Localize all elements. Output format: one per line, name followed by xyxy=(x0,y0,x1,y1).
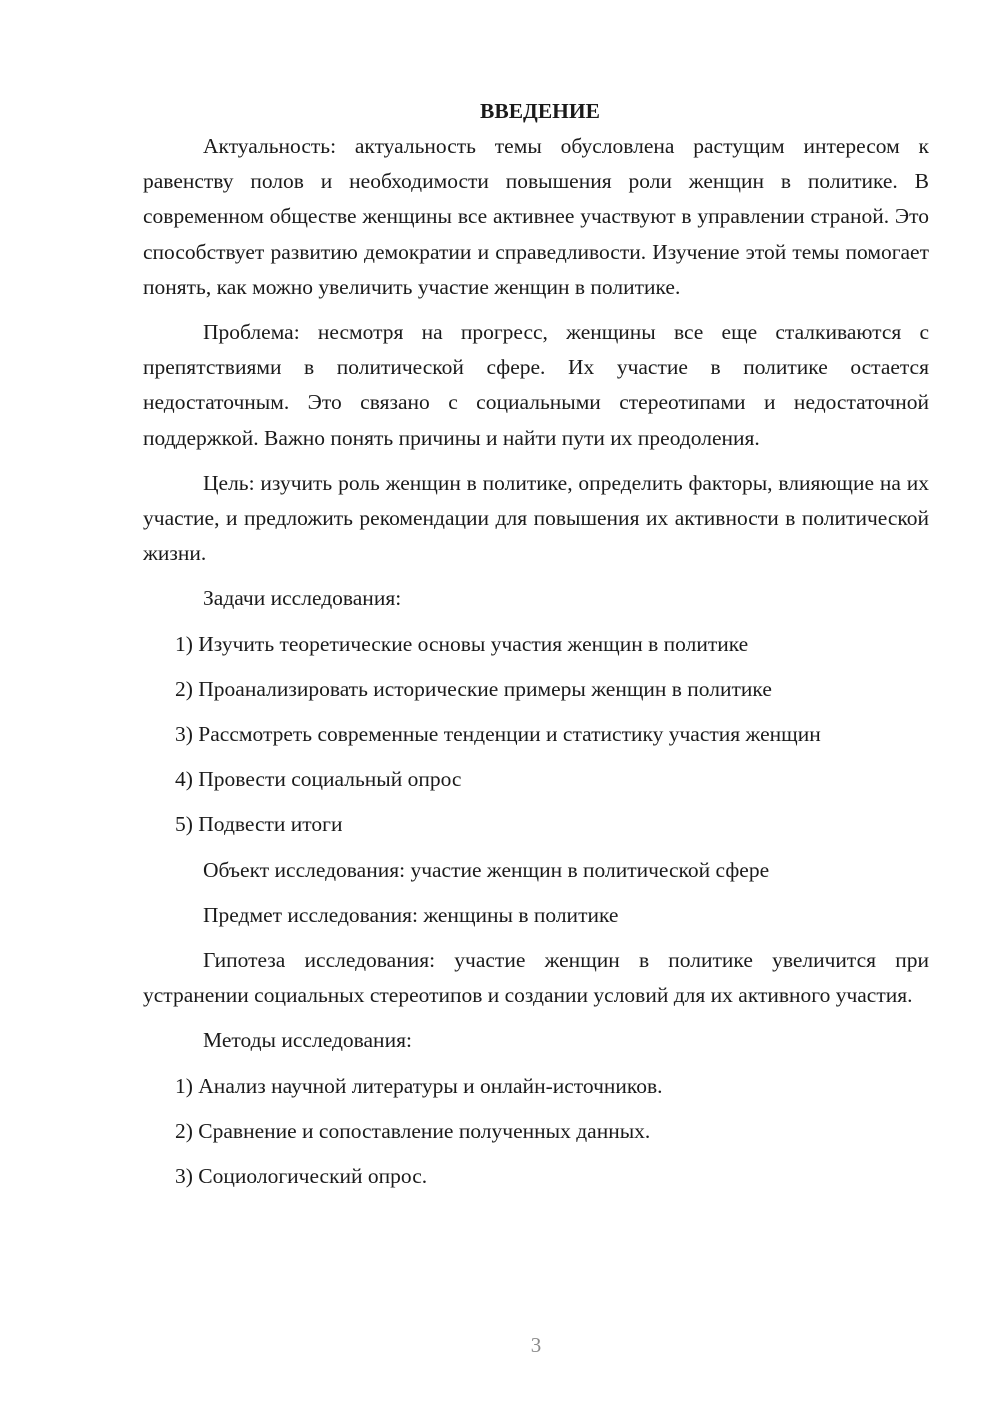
tasks-list xyxy=(143,627,929,843)
section-heading: ВВЕДЕНИЕ xyxy=(480,99,600,123)
task-item: 5) Подвести итоги xyxy=(175,812,343,837)
goal-paragraph: Цель: изучить роль женщин в политике, определить факторы, влияющие на их участие, и предложить рекомендации для повышения их активности в политической жизни. xyxy=(143,470,929,566)
problem-paragraph: Проблема: несмотря на прогресс, женщины все еще сталкиваются с препятствиями в политической сфере. Их участие в политике остается недостаточным. Это связано с социальными стереотипами и недостаточной поддержкой. Важно понять причины и найти пути их преодоления. xyxy=(143,320,929,450)
task-item: 3) Рассмотреть современные тенденции и статистику участия женщин xyxy=(175,722,821,747)
method-item: 3) Социологический опрос. xyxy=(175,1164,428,1189)
task-item: 2) Проанализировать исторические примеры женщин в политике xyxy=(175,676,772,701)
research-subject: Предмет исследования: женщины в политике xyxy=(203,902,619,927)
method-item: 2) Сравнение и сопоставление полученных данных. xyxy=(175,1118,651,1143)
method-item: 1) Анализ научной литературы и онлайн-источников. xyxy=(175,1073,663,1098)
page-number: 3 xyxy=(530,1333,542,1357)
methods-list xyxy=(143,1069,929,1195)
research-object: Объект исследования: участие женщин в политической сфере xyxy=(203,857,770,882)
page-content xyxy=(143,94,929,1194)
methods-title: Методы исследования: xyxy=(203,1028,412,1053)
task-item: 1) Изучить теоретические основы участия женщин в политике xyxy=(175,631,749,656)
tasks-title: Задачи исследования: xyxy=(203,586,402,611)
relevance-paragraph: Актуальность: актуальность темы обусловлена растущим интересом к равенству полов и необходимости повышения роли женщин в политике. В современном обществе женщины все активнее участвуют в управлении страной. Это способствует развитию демократии и справедливости. Изучение этой темы помогает понять, как можно увеличить участие женщин в политике. xyxy=(143,134,929,299)
hypothesis-paragraph: Гипотеза исследования: участие женщин в политике увеличится при устранении социальных стереотипов и создании условий для их активного участия. xyxy=(143,948,929,1008)
task-item: 4) Провести социальный опрос xyxy=(175,767,462,792)
